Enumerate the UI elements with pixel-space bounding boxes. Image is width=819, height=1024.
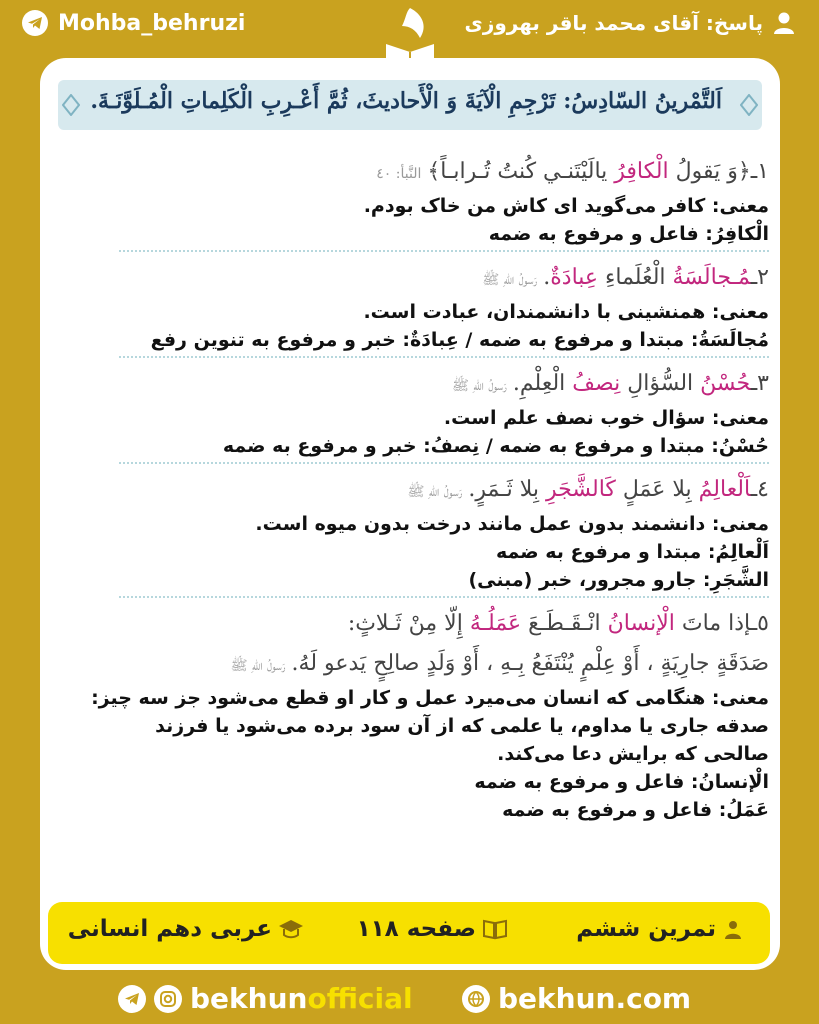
source-reference: رَسولُ اللهِ ﷺ <box>452 378 507 394</box>
book-label: عربی دهم انسانی <box>68 916 304 942</box>
highlighted-word: كَالشَّجَرِ <box>546 477 616 502</box>
telegram-icon <box>22 10 48 36</box>
exercise-label: تمرین ششم <box>576 916 744 942</box>
ornament-icon <box>740 94 758 116</box>
source-reference: رَسولُ اللهِ ﷺ <box>482 272 538 288</box>
source-reference: رَسولُ اللهِ ﷺ <box>230 658 286 674</box>
answer-line: معنی: کافر می‌گوید ای کاش من خاک بودم. <box>363 195 769 217</box>
answer-line: صالحی که برایش دعا می‌کند. <box>497 743 769 765</box>
answer-line: معنی: همنشینی با دانشمندان، عبادت است. <box>363 301 769 323</box>
handle-text: Mohba_behruzi <box>58 10 246 36</box>
source-reference: النَّبأ: ٤٠ <box>376 166 422 182</box>
answer-line: عَمَلُ: فاعل و مرفوع به ضمه <box>502 799 769 821</box>
instagram-icon <box>154 985 182 1013</box>
divider <box>119 356 769 358</box>
author-text: پاسخ: آقای محمد باقر بهروزی <box>464 11 763 35</box>
highlighted-word: نِصفُ <box>572 371 621 396</box>
user-icon <box>771 10 797 36</box>
arabic-text-3: ٣ـحُسْنُ السُّؤالِ نِصفُ الْعِلْمِ.رَسولُ اللهِ ﷺ <box>452 371 769 396</box>
arabic-text-5-continued: صَدَقَةٍ جارِيَةٍ ، أَوْ عِلْمٍ يُنْتَفَعُ بِـهِ ، أَوْ وَلَدٍ صالِحٍ يَدعو لَهُ.رَسولُ اللهِ ﷺ <box>230 651 769 676</box>
telegram-handle[interactable] <box>22 10 245 36</box>
bottom-social-bar <box>0 982 819 1022</box>
answer-line: صدقه جاری یا مداوم، یا علمی که از آن سود برده می‌شود یا فرزند <box>155 715 769 737</box>
source-reference: رَسولُ اللهِ ﷺ <box>407 484 463 500</box>
answer-line: الْإنسانُ: فاعل و مرفوع به ضمه <box>474 771 769 793</box>
website-link[interactable] <box>462 982 691 1015</box>
globe-icon <box>462 985 490 1013</box>
exercise-title: اَلتَّمْرينُ السّادِسُ: تَرْجِمِ الْآيَةَ وَ الْأَحاديثَ، ثُمَّ أَعْـرِبِ الْكَلِماتِ الْمُـلَوَّنَـةَ. <box>90 88 722 114</box>
highlighted-word: الْكافِرُ <box>614 159 669 184</box>
answer-line: معنی: دانشمند بدون عمل مانند درخت بدون میوه است. <box>255 513 769 535</box>
telegram-icon <box>118 985 146 1013</box>
arabic-text-4: ٤ـاَلْعالِمُ بِلا عَمَلٍ كَالشَّجَرِ بِلا ثَـمَرٍ.رَسولُ اللهِ ﷺ <box>407 477 769 502</box>
answer-line: مُجالَسَةُ: مبتدا و مرفوع به ضمه / عِبادَةٌ: خبر و مرفوع به تنوین رفع <box>150 329 769 351</box>
graduation-cap-icon <box>278 918 304 940</box>
highlighted-word: عِبادَةٌ <box>550 265 599 290</box>
arabic-text-5: ٥ـإذا ماتَ الْإنسانُ انْـقَـطَـعَ عَمَلُـهُ إِلّا مِنْ ثَـلاثٍ: <box>347 611 769 636</box>
answer-line: معنی: سؤال خوب نصف علم است. <box>443 407 769 429</box>
ornament-icon <box>62 94 80 116</box>
answer-line: الشَّجَرِ: جارو مجرور، خبر (مبنی) <box>468 569 769 591</box>
page-label: صفحه ۱۱۸ <box>357 916 508 942</box>
answer-line: معنی: هنگامی که انسان می‌میرد عمل و کار او قطع می‌شود جز سه چیز: <box>91 687 769 709</box>
highlighted-word: حُسْنُ <box>700 371 751 396</box>
website-text: bekhun.com <box>498 982 692 1015</box>
highlighted-word: عَمَلُـهُ <box>469 611 522 636</box>
teacher-icon <box>722 918 744 940</box>
arabic-text-1: ١ـ﴿وَ يَقولُ الْكافِرُ يالَيْتَنـي كُنتُ تُـرابـاً﴾النَّبأ: ٤٠ <box>376 159 769 184</box>
divider <box>119 250 769 252</box>
answer-line: الْکافِرُ: فاعل و مرفوع به ضمه <box>488 223 769 245</box>
answer-line: اَلْعالِمُ: مبتدا و مرفوع به ضمه <box>496 541 769 563</box>
divider <box>119 596 769 598</box>
footer-info-bar <box>48 902 770 964</box>
social-handle-text: bekhunofficial <box>190 982 413 1015</box>
exercise-header <box>58 80 762 130</box>
exercise-content <box>49 152 769 824</box>
arabic-text-2: ٢ـمُـجالَسَةُ الْعُلَماءِ عِبادَةٌ.رَسولُ اللهِ ﷺ <box>482 265 769 290</box>
divider <box>119 462 769 464</box>
social-handle[interactable] <box>118 982 413 1015</box>
answer-line: حُسْنُ: مبتدا و مرفوع به ضمه / نِصفُ: خبر و مرفوع به ضمه <box>222 435 769 457</box>
highlighted-word: الْإنسانُ <box>607 611 675 636</box>
book-icon <box>482 918 508 940</box>
highlighted-word: اَلْعالِمُ <box>698 477 751 502</box>
highlighted-word: مُـجالَسَةُ <box>672 265 751 290</box>
answer-author <box>465 10 798 36</box>
